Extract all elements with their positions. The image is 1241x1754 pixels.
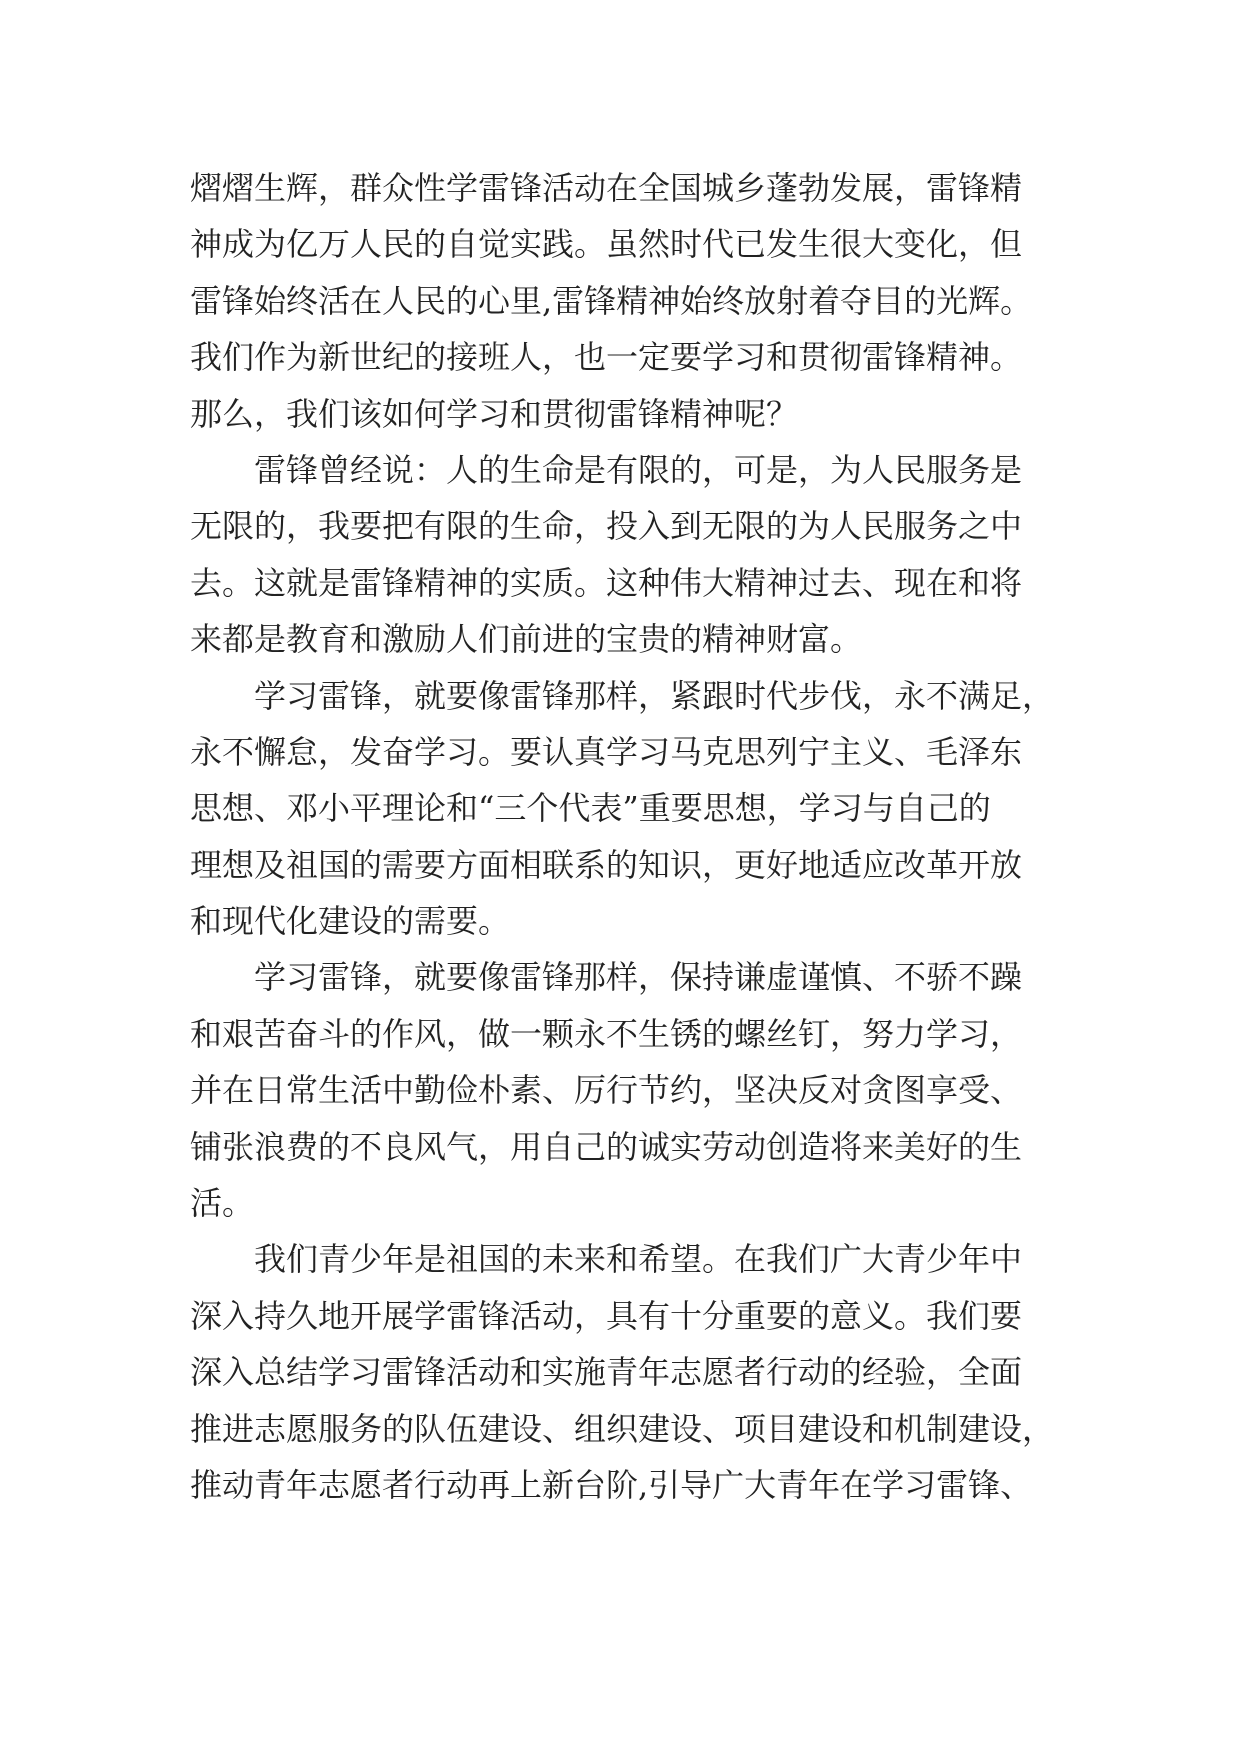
text-line: 雷锋始终活在人民的心里,雷锋精神始终放射着夺目的光辉。 [190, 281, 1033, 320]
text-line: 无限的，我要把有限的生命，投入到无限的为人民服务之中 [190, 507, 1023, 546]
text-line: 神成为亿万人民的自觉实践。虽然时代已发生很大变化，但 [190, 225, 1023, 264]
text-line: 永不懈怠，发奋学习。要认真学习马克思列宁主义、毛泽东 [190, 732, 1023, 771]
text-line: 理想及祖国的需要方面相联系的知识，更好地适应改革开放 [190, 845, 1023, 884]
text-line: 和艰苦奋斗的作风，做一颗永不生锈的螺丝钉，努力学习， [190, 1014, 1023, 1053]
paragraph-first-line: 学习雷锋，就要像雷锋那样，保持谦虚谨慎、不骄不躁 [254, 958, 1023, 997]
text-line: 推动青年志愿者行动再上新台阶,引导广大青年在学习雷锋、 [190, 1465, 1033, 1504]
text-line: 深入总结学习雷锋活动和实施青年志愿者行动的经验，全面 [190, 1353, 1023, 1392]
text-line: 和现代化建设的需要。 [190, 902, 511, 941]
text-line: 来都是教育和激励人们前进的宝贵的精神财富。 [190, 620, 863, 659]
text-line: 并在日常生活中勤俭朴素、厉行节约，坚决反对贪图享受、 [190, 1071, 1023, 1110]
paragraph-first-line: 雷锋曾经说：人的生命是有限的，可是，为人民服务是 [254, 450, 1023, 489]
text-line: 那么，我们该如何学习和贯彻雷锋精神呢？ [190, 394, 799, 433]
text-line: 推进志愿服务的队伍建设、组织建设、项目建设和机制建设， [190, 1409, 1055, 1448]
text-line: 思想、邓小平理论和“三个代表”重要思想，学习与自己的 [190, 789, 991, 828]
document-body [190, 160, 1090, 1513]
text-line: 去。这就是雷锋精神的实质。这种伟大精神过去、现在和将 [190, 563, 1023, 602]
paragraph-first-line: 我们青少年是祖国的未来和希望。在我们广大青少年中 [254, 1240, 1023, 1279]
text-line: 铺张浪费的不良风气，用自己的诚实劳动创造将来美好的生 [190, 1127, 1023, 1166]
text-line: 深入持久地开展学雷锋活动，具有十分重要的意义。我们要 [190, 1296, 1023, 1335]
text-line: 熠熠生辉，群众性学雷锋活动在全国城乡蓬勃发展，雷锋精 [190, 169, 1023, 207]
text-line: 活。 [190, 1184, 255, 1223]
paragraph-first-line: 学习雷锋，就要像雷锋那样，紧跟时代步伐，永不满足， [254, 676, 1055, 715]
text-line: 我们作为新世纪的接班人，也一定要学习和贯彻雷锋精神。 [190, 338, 1023, 377]
